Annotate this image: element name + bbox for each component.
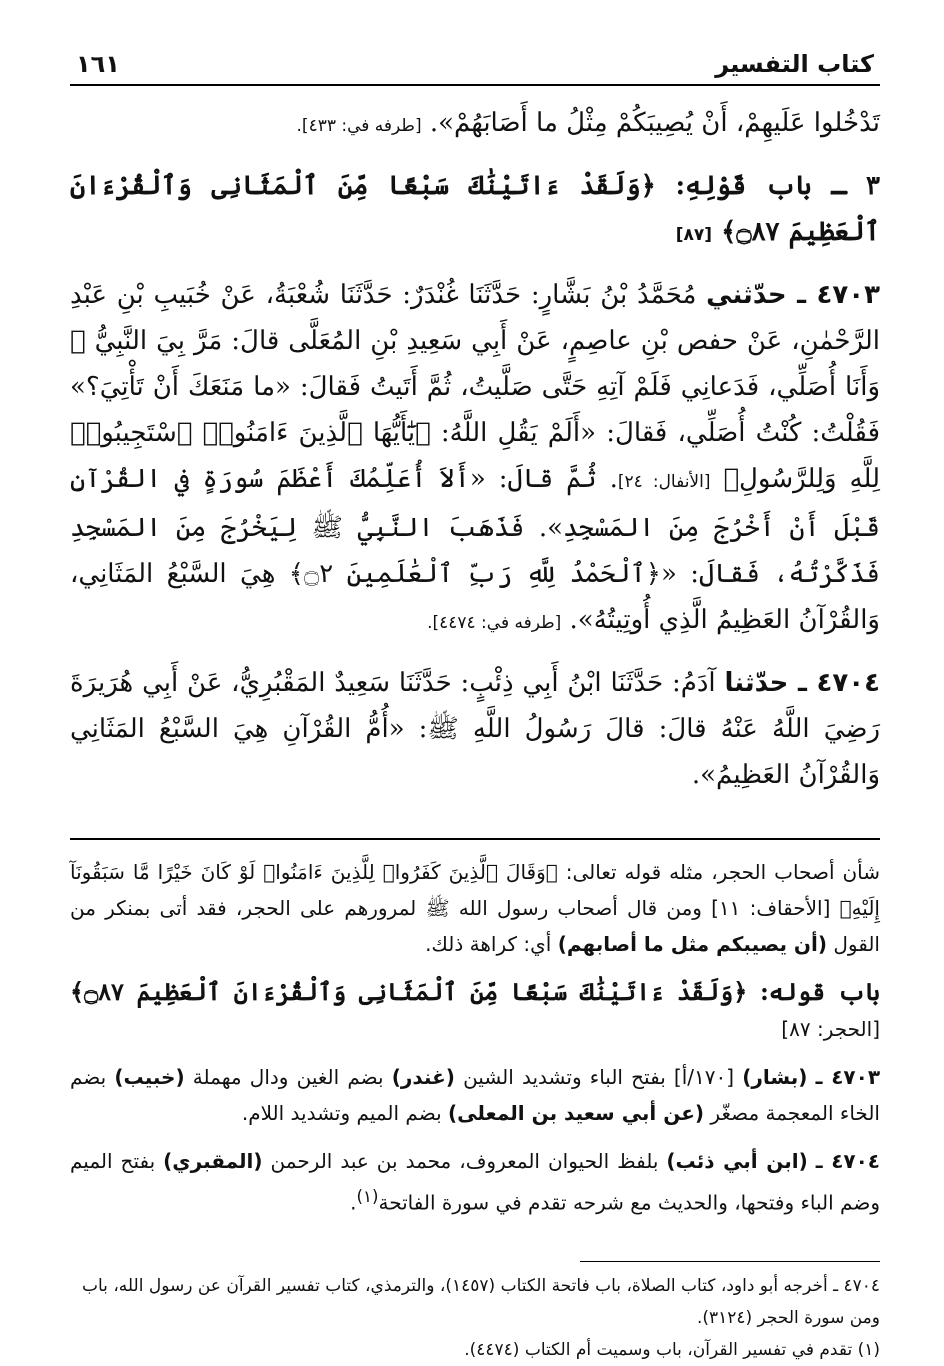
hadith-text [70,100,880,798]
footnote-rule [580,1261,880,1262]
page [70,50,880,1366]
continuation: تَدْخُلوا عَلَيهِمْ، أَنْ يُصِيبَكُمْ مِثْلُ ما أَصَابَهُمْ». [طرفه في: ٤٣٣]. [296,108,880,138]
page-number: ١٦١ [76,50,120,78]
running-title: كتاب التفسير [715,50,874,78]
footnote-4704: ٤٧٠٤ ـ أخرجه أبو داود، كتاب الصلاة، باب فاتحة الكتاب (١٤٥٧)، والترمذي، كتاب تفسير القرآن عن رسول الله، باب ومن سورة الحجر (٣١٢٤). [82,1275,880,1328]
footnote-marker: (١) [356,1187,379,1206]
commentary-bab: باب قوله: ﴿وَلَقَدْ ءَاتَيْنَٰكَ سَبْعًا مِّنَ ٱلْمَثَانِى وَٱلْقُرْءَانَ ٱلْعَظِيمَ ۝٨٧﴾ [الحجر: ٨٧] [70,977,880,1041]
commentary-divider [70,838,880,840]
bab-heading: ٣ ـ باب قَوْلِهِ: ﴿وَلَقَدْ ءَاتَيْنَٰكَ سَبْعًا مِّنَ ٱلْمَثَانِى وَٱلْقُرْءَانَ ٱلْعَظِيمَ ۝٨٧﴾ [٨٧] [70,171,880,247]
hadith-4703: ٤٧٠٣ ـ حدّثني مُحَمَّدُ بْنُ بَشَّارٍ: حَدَّثَنَا غُنْدَرٌ: حَدَّثَنَا شُعْبَةُ، عَنْ خُبَيبِ بْنِ عَبْدِ الرَّحْمٰنِ، عَنْ حفص بْنِ عاصِمٍ، عَنْ أَبِي سَعِيدِ بْنِ المُعَلَّى قالَ: مَرَّ بِيَ النَّبِيُّ ﷺ وَأَنَا أُصَلِّي، فَدَعانِي فَلَمْ آتِهِ حَتَّى صَلَّيتُ، ثُمَّ أَتَيتُ فَقالَ: «ما مَنَعَكَ أَنْ تَأْتِيَ؟» فَقُلْتُ: كُنْتُ أُصَلِّي، فَقالَ: «أَلَمْ يَقُلِ اللَّهُ: ﴿يَٰٓأَيُّهَا ٱلَّذِينَ ءَامَنُوا۟ ٱسْتَجِيبُوا۟ لِلَّهِ وَلِلرَّسُولِ﴾ [الأنفال: ٢٤]. ثُمَّ قالَ: «أَلاَ أُعَلِّمُكَ أَعْظَمَ سُورَةٍ في القُرْآنِ قَبْلَ أَنْ أَخْرُجَ مِنَ المَسْجِدِ». فَذَهَبَ النَّبِيُّ ﷺ لِيَخْرُجَ مِنَ المَسْجِدِ فَذَكَّرْتُهُ، فَقالَ: «﴿ٱلْحَمْدُ لِلَّهِ رَبِّ ٱلْعَٰلَمِينَ ۝٢﴾ هِيَ السَّبْعُ المَثَانِي، وَالقُرْآنُ العَظِيمُ الَّذِي أُوتِيتُهُ». [طرفه في: ٤٤٧٤]. [70,280,880,635]
commentary-4704: ٤٧٠٤ ـ (ابن أبي ذئب) بلفظ الحيوان المعروف، محمد بن عبد الرحمن (المقبري) بفتح الميم وضم الباء وفتحها، والحديث مع شرحه تقدم في سورة الفاتحة$^{(١)}$. [70,1149,881,1215]
page-header [70,50,880,80]
footnotes [70,1270,880,1366]
footnote-1: (١) تقدم في تفسير القرآن، باب وسميت أم الكتاب (٤٤٧٤). [464,1339,880,1360]
hadith-4704: ٤٧٠٤ ـ حدّثنا آدَمُ: حَدَّثَنَا ابْنُ أَبِي ذِئْبٍ: حَدَّثَنَا سَعِيدٌ المَقْبُرِيُّ، عَنْ أَبِي هُرَيرَةَ رَضِيَ اللَّهُ عَنْهُ قالَ: قالَ رَسُولُ اللَّهِ ﷺ: «أُمُّ القُرْآنِ هِيَ السَّبْعُ المَثَانِي وَالقُرْآنُ العَظِيمُ». [70,668,881,790]
header-rule [70,84,880,86]
commentary [70,854,880,1221]
commentary-4703: ٤٧٠٣ ـ (بشار) [١٧٠/أ] بفتح الباء وتشديد الشين (غندر) بضم الغين ودال مهملة (خبيب) بضم الخاء المعجمة مصغّر (عن أبي سعيد بن المعلى) بضم الميم وتشديد اللام. [70,1065,881,1125]
commentary-intro: شأن أصحاب الحجر، مثله قوله تعالى: ﴿وَقَالَ ٱلَّذِينَ كَفَرُوا۟ لِلَّذِينَ ءَامَنُوا۟ لَوْ كَانَ خَيْرًا مَّا سَبَقُونَآ إِلَيْهِ﴾ [الأحقاف: ١١] ومن قال أصحاب رسول الله ﷺ لمرورهم على الحجر، فقد أتى بمنكر من القول (أن يصيبكم مثل ما أصابهم) أي: كراهة ذلك. [70,860,880,956]
